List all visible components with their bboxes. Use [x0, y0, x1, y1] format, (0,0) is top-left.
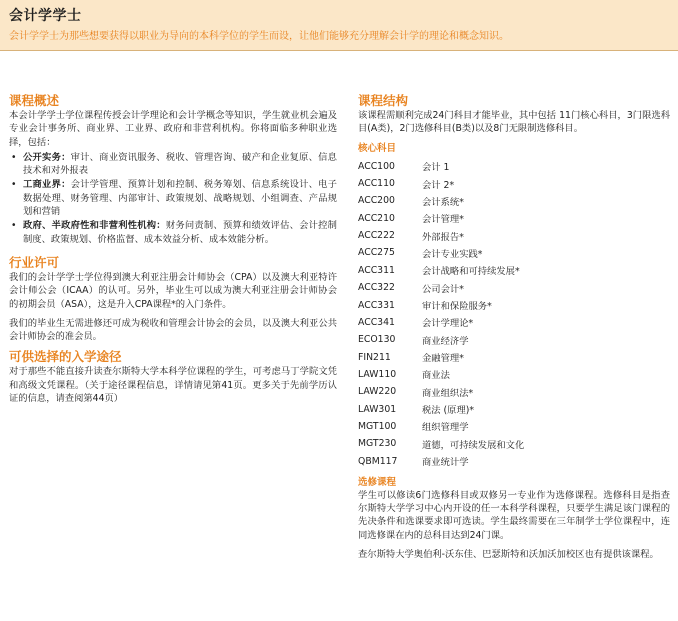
left-column	[9, 93, 337, 405]
page-subtitle: 会计学学士为那些想要获得以职业为导向的本科学位的学生而设，让他们能够充分理解会计学的理论和概念知识。	[9, 31, 509, 42]
course-row: ACC200 会计系统*	[358, 195, 464, 208]
course-row: FIN211 金融管理*	[358, 351, 464, 365]
course-row: ACC311 会计战略和可持续发展*	[358, 264, 520, 278]
course-row: MGT100 组织管理学	[358, 420, 469, 434]
license-paragraph-2: 我们的毕业生无需进修还可成为税收和管理会计协会的会员，以及澳大利亚公共会计师协会的准会员。	[9, 317, 337, 343]
right-column	[358, 93, 670, 561]
pathway-heading: 可供选择的入学途径	[9, 349, 122, 365]
course-row: ACC110 会计 2*	[358, 178, 455, 191]
bullet-icon: •	[11, 220, 17, 232]
banner-divider	[0, 50, 678, 51]
course-row: LAW220 商业组织法*	[358, 386, 474, 399]
page-title: 会计学学士	[9, 8, 82, 24]
course-row: MGT230 道德，可持续发展和文化	[358, 438, 525, 451]
course-row: ACC322 公司会计*	[358, 282, 464, 295]
electives-paragraph-1: 学生可以修读6门选修科目或双修另一专业作为选修课程。选修科目是指查尔斯特大学学习中心内开设的任一本科学科课程，只要学生满足该门课程的先决条件和选课要求即可选读。学生最终需要在三年制学士学位课程中，连同选修课在内的总科目达到24门课。	[358, 489, 670, 541]
course-row: ACC222 外部报告*	[358, 230, 464, 243]
pathway-paragraph: 对于那些不能直接升读查尔斯特大学本科学位课程的学生，可考虑马丁学院文凭和高级文凭课程。（关于途径课程信息，详情请见第41页。更多关于先前学历认证的信息，请查阅第44页）	[9, 366, 337, 405]
structure-heading: 课程结构	[358, 93, 409, 108]
core-subjects-heading: 核心科目	[358, 142, 397, 154]
overview-heading: 课程概述	[9, 93, 60, 108]
list-item: • 工商业界：会计学管理、预算计划和控制、税务筹划、信息系统设计、电子数据处理、财务管理、内部审计、政策规划、战略规划、小组调查、产品规划和营销	[11, 179, 337, 218]
license-heading: 行业许可	[9, 254, 60, 270]
course-row: ACC275 会计专业实践*	[358, 247, 483, 260]
career-list	[9, 151, 337, 246]
license-paragraph-1: 我们的会计学学士学位得到澳大利亚注册会计师协会（CPA）以及澳大利亚特许会计师公会（ICAA）的认可。另外，毕业生可以成为澳大利亚注册会计师协会的初期会员（ASA），这是升入CPA课程*的入门条件。	[9, 271, 337, 310]
list-item: • 政府、半政府性和非营利性机构：财务问责制、预算和绩效评估、会计控制制度、政策规划、价格监督、成本效益分析、成本效能分析。	[11, 220, 337, 245]
structure-intro: 该课程需顺利完成24门科目才能毕业，其中包括 11门核心科目，3门限选科目(A类)，2门选修科目(B类)以及8门无限制选修科目。	[358, 110, 670, 135]
course-row: LAW301 税法 (原理)*	[358, 403, 475, 417]
course-row: QBM117 商业统计学	[358, 455, 469, 469]
course-row: ACC210 会计管理*	[358, 212, 464, 226]
course-row: ACC341 会计学理论*	[358, 316, 474, 330]
bullet-icon: •	[11, 179, 17, 191]
electives-heading: 选修课程	[358, 476, 397, 488]
course-row: ACC331 审计和保险服务*	[358, 299, 492, 313]
electives-paragraph-2: 查尔斯特大学奥伯利-沃东佳、巴瑟斯特和沃加沃加校区也有提供该课程。	[358, 548, 659, 560]
core-course-list	[358, 158, 670, 470]
course-row: ECO130 商业经济学	[358, 334, 469, 347]
course-row: ACC100 会计 1	[358, 160, 450, 174]
bullet-icon: •	[11, 151, 17, 163]
list-item: • 公开实务：审计、商业资讯服务、税收、管理咨询、破产和企业复原、信息技术和对外报表	[11, 151, 337, 177]
overview-intro: 本会计学学士学位课程传授会计学理论和会计学概念等知识，学生就业机会遍及专业会计事务所、商业界、工业界、政府和非营利机构。你将面临多种职业选择，包括：	[9, 110, 337, 148]
course-row: LAW110 商业法	[358, 368, 450, 382]
title-banner	[0, 0, 678, 51]
